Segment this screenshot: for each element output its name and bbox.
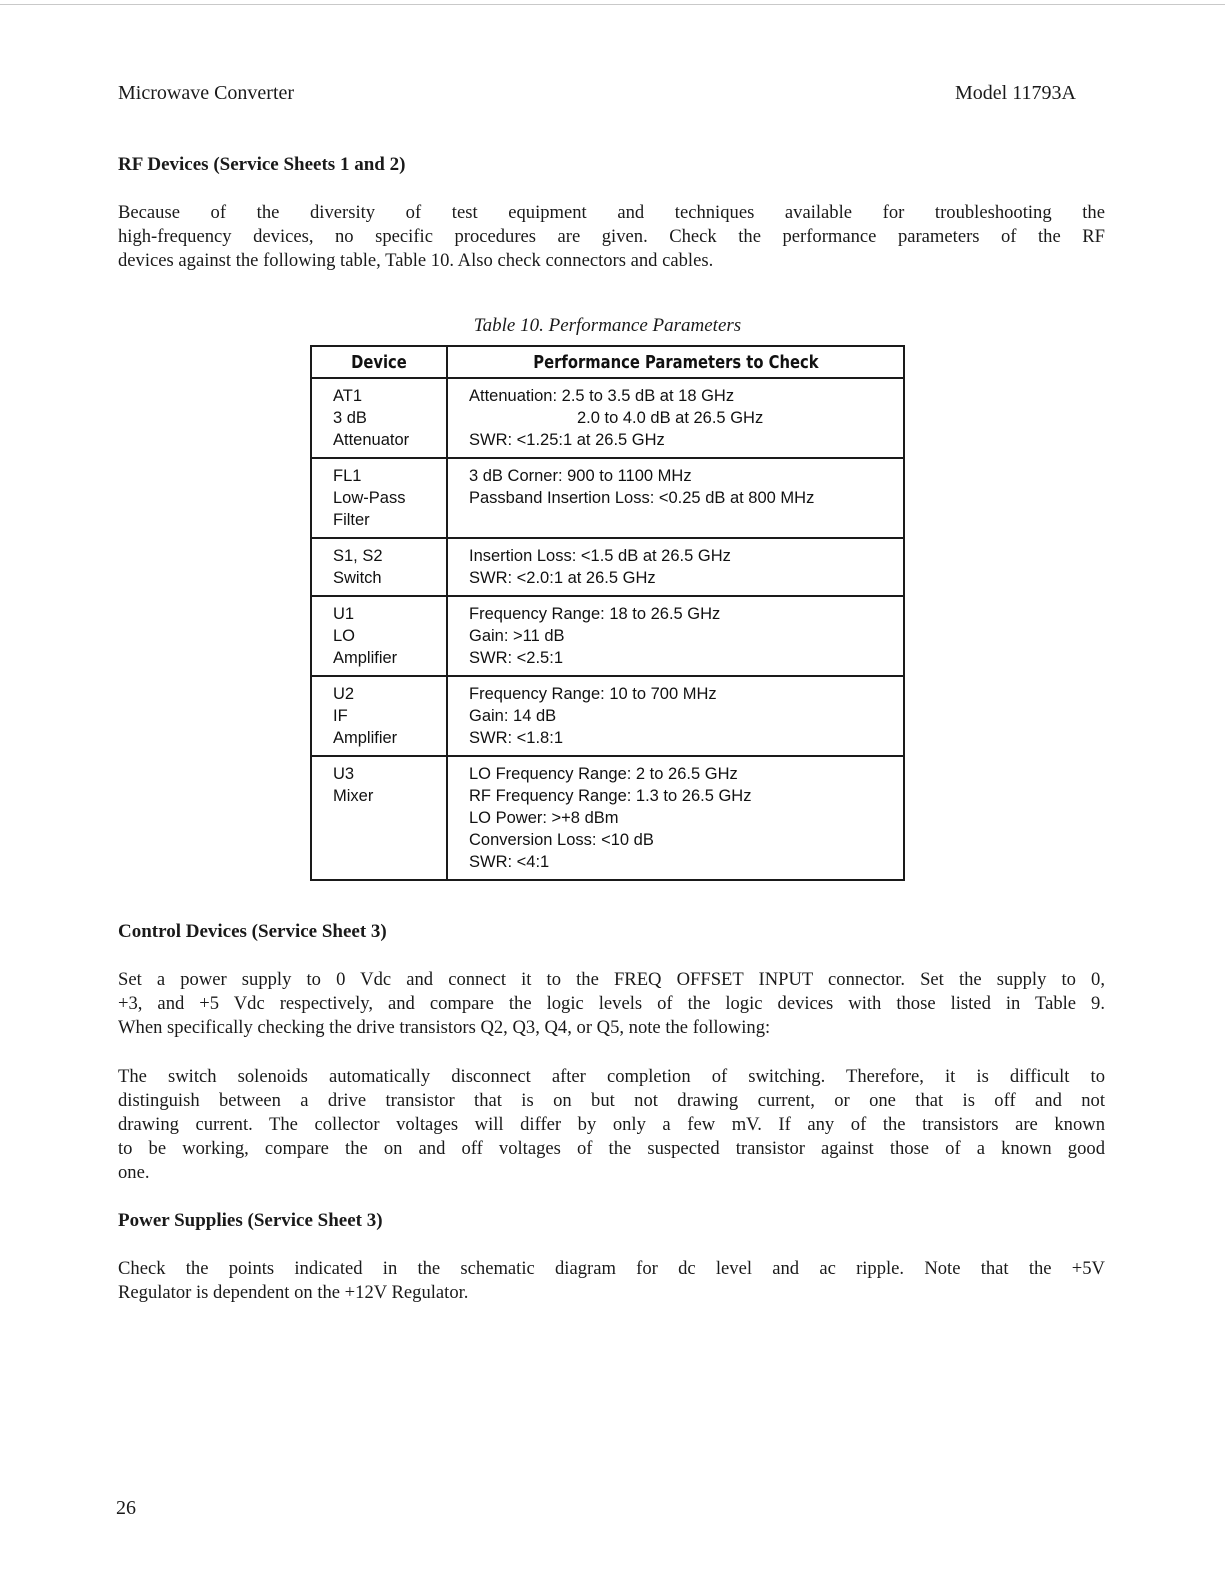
control-devices-paragraph-1 [118,968,1105,1040]
parameters-column-header: Performance Parameters to Check [447,346,904,378]
parameters-cell: Attenuation: 2.5 to 3.5 dB at 18 GHz 2.0 to 4.0 dB at 26.5 GHz SWR: <1.25:1 at 26.5 GHz [447,378,904,458]
performance-table [310,345,905,881]
power-supplies-heading: Power Supplies (Service Sheet 3) [118,1210,383,1231]
parameters-cell: Insertion Loss: <1.5 dB at 26.5 GHz SWR: <2.0:1 at 26.5 GHz [447,538,904,596]
table-row [311,378,904,458]
paragraph-line: to be working, compare the on and off voltages of the suspected transistor against those of a known good [118,1138,1105,1159]
parameters-cell: Frequency Range: 10 to 700 MHz Gain: 14 dB SWR: <1.8:1 [447,676,904,756]
running-header-title: Microwave Converter [118,82,295,104]
device-cell: U1 LO Amplifier [311,596,447,676]
power-supplies-paragraph [118,1257,1105,1305]
device-cell: U2 IF Amplifier [311,676,447,756]
paragraph-line: distinguish between a drive transistor that is on but not drawing current, or one that is off and not [118,1090,1105,1111]
table-caption: Table 10. Performance Parameters [473,315,742,336]
device-cell: S1, S2 Switch [311,538,447,596]
table-row [311,458,904,538]
rf-devices-paragraph [118,201,1105,273]
device-cell: AT1 3 dB Attenuator [311,378,447,458]
paragraph-line: high-frequency devices, no specific procedures are given. Check the performance parameters of the RF [118,226,1105,247]
paragraph-line: Set a power supply to 0 Vdc and connect it to the FREQ OFFSET INPUT connector. Set the supply to 0, [118,969,1105,990]
paragraph-line: Regulator is dependent on the +12V Regulator. [118,1282,469,1303]
parameters-cell: Frequency Range: 18 to 26.5 GHz Gain: >11 dB SWR: <2.5:1 [447,596,904,676]
table-row [311,538,904,596]
parameters-cell: 3 dB Corner: 900 to 1100 MHz Passband Insertion Loss: <0.25 dB at 800 MHz [447,458,904,538]
running-header-model: Model 11793A [955,82,1076,104]
paragraph-line: Check the points indicated in the schematic diagram for dc level and ac ripple. Note that the +5V [118,1258,1105,1279]
paragraph-line: Because of the diversity of test equipment and techniques available for troubleshooting the [118,202,1105,223]
table-header-row [311,346,904,378]
paragraph-line: devices against the following table, Table 10. Also check connectors and cables. [118,250,714,271]
paragraph-line: When specifically checking the drive transistors Q2, Q3, Q4, or Q5, note the following: [118,1017,771,1038]
device-cell: U3 Mixer [311,756,447,880]
page-number: 26 [116,1497,136,1519]
top-rule [0,4,1225,5]
device-cell: FL1 Low-Pass Filter [311,458,447,538]
device-column-header: Device [311,346,447,378]
table-row [311,676,904,756]
paragraph-line: drawing current. The collector voltages will differ by only a few mV. If any of the transistors are known [118,1114,1105,1135]
paragraph-line: +3, and +5 Vdc respectively, and compare the logic levels of the logic devices with those listed in Table 9. [118,993,1105,1014]
rf-devices-heading: RF Devices (Service Sheets 1 and 2) [118,154,406,175]
table-row [311,756,904,880]
paragraph-line: The switch solenoids automatically disconnect after completion of switching. Therefore, it is difficult to [118,1066,1105,1087]
table-row [311,596,904,676]
control-devices-paragraph-2 [118,1065,1105,1185]
paragraph-line: one. [118,1162,150,1183]
parameters-cell: LO Frequency Range: 2 to 26.5 GHz RF Frequency Range: 1.3 to 26.5 GHz LO Power: >+8 dBm Conversion Loss: <10 dB SWR: <4:1 [447,756,904,880]
control-devices-heading: Control Devices (Service Sheet 3) [118,921,387,942]
